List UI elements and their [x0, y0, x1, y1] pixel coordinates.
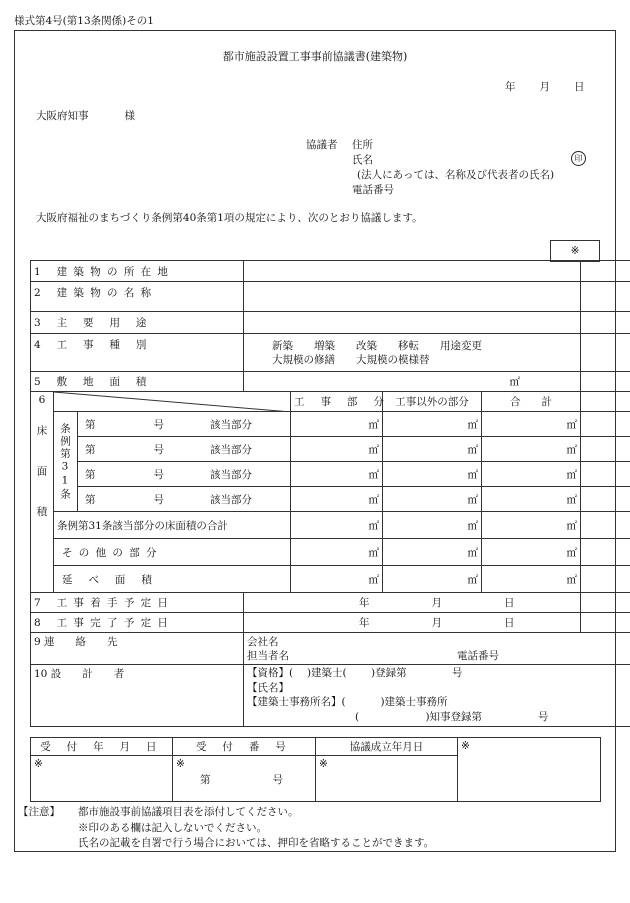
item-part: 該当部分 — [210, 468, 252, 481]
note-3: 氏名の記載を自署で行う場合においては、押印を省略することができます。 — [78, 837, 435, 849]
addressee — [36, 108, 135, 123]
jorei-label — [54, 412, 78, 512]
floor-row-item — [31, 412, 630, 437]
unit-cell: ㎡ — [383, 539, 482, 566]
applicant-label: 協議者 — [306, 139, 338, 151]
value-contact[interactable] — [244, 633, 630, 665]
designer-registration: ( )知事登録第 号 — [355, 710, 549, 723]
date-year: 年 — [505, 81, 516, 93]
unit-cell: ㎡ — [482, 437, 581, 462]
item-4 — [78, 487, 291, 512]
label-building-name: 2 建築物の名称 — [31, 282, 244, 312]
item-no: 第 — [85, 468, 96, 481]
value-main-use[interactable] — [244, 312, 581, 334]
notes-label: 【注意】 — [18, 806, 60, 818]
floor-row-item — [31, 487, 630, 512]
item-1 — [78, 412, 291, 437]
unit-cell: ㎡ — [482, 512, 581, 539]
designer-name: 【氏名】 — [247, 681, 290, 694]
designer-qualification: 【資格】( )建築士( )登録第 号 — [247, 667, 463, 679]
date-line — [505, 79, 585, 94]
unit-cell: ㎡ — [482, 412, 581, 437]
label-contact: 9 連 絡 先 — [31, 633, 244, 665]
unit-cell: ㎡ — [291, 437, 383, 462]
label-designer: 10 設 計 者 — [31, 665, 244, 727]
receipt-number-suffix: 号 — [272, 774, 283, 786]
unit-cell: ㎡ — [291, 539, 383, 566]
row-work-type — [31, 334, 630, 372]
note-floor-header — [581, 392, 630, 412]
row-building-name — [31, 282, 630, 312]
item-go: 号 — [153, 493, 164, 506]
date-day: 日 — [574, 81, 585, 93]
item-2 — [78, 437, 291, 462]
label-work-type: 4 工 事 種 別 — [31, 334, 244, 372]
note-cell — [581, 539, 630, 566]
unit-cell: ㎡ — [383, 512, 482, 539]
row-main-use — [31, 312, 630, 334]
form-number: 様式第4号(第13条関係)その1 — [14, 15, 154, 27]
unit-cell: ㎡ — [383, 437, 482, 462]
unit-cell: ㎡ — [291, 512, 383, 539]
row-end-date — [31, 613, 630, 633]
office-use-mark: ※ — [458, 738, 601, 802]
floor-row-other — [31, 539, 630, 566]
contact-person: 担当者名 — [247, 649, 290, 662]
receipt-number-prefix: 第 — [200, 774, 211, 786]
end-month: 月 — [431, 617, 443, 629]
contact-company: 会社名 — [247, 635, 279, 648]
row-designer — [31, 665, 630, 727]
note-cell — [581, 487, 630, 512]
value-building-name[interactable] — [244, 282, 581, 312]
diagonal-line — [54, 392, 291, 412]
unit-cell: ㎡ — [291, 487, 383, 512]
item-no: 第 — [85, 418, 96, 431]
unit-cell: ㎡ — [291, 566, 383, 593]
item-part: 該当部分 — [210, 443, 252, 456]
addressee-name: 大阪府知事 — [36, 110, 89, 122]
floor-row-jorei-total — [31, 512, 630, 539]
note-work-type — [581, 334, 630, 372]
note-cell — [581, 512, 630, 539]
unit-cell: ㎡ — [383, 566, 482, 593]
label-total-floor: 延 べ 面 積 — [54, 566, 291, 593]
work-type-options-2: 大規模の修繕 大規模の模様替 — [272, 353, 430, 366]
note-location — [581, 261, 630, 282]
end-day: 日 — [504, 617, 515, 629]
item-3 — [78, 462, 291, 487]
item-no: 第 — [85, 493, 96, 506]
item-part: 該当部分 — [210, 418, 252, 431]
start-day: 日 — [504, 597, 515, 609]
item-go: 号 — [153, 443, 164, 456]
note-main-use — [581, 312, 630, 334]
receipt-date-header: 受 付 年 月 日 — [31, 738, 173, 756]
col-other: 工事以外の部分 — [383, 392, 482, 412]
floor-area-vertical: 床面積 — [35, 425, 48, 547]
main-table — [30, 260, 630, 727]
label-end-date: 8 工事完了予定日 — [31, 613, 244, 633]
floor-row-total — [31, 566, 630, 593]
label-main-use: 3 主 要 用 途 — [31, 312, 244, 334]
value-start-date[interactable] — [244, 593, 581, 613]
note-start-date — [581, 593, 630, 613]
unit-cell: ㎡ — [482, 566, 581, 593]
row-site-area — [31, 372, 630, 392]
contact-phone: 電話番号 — [457, 649, 500, 662]
receipt-table — [30, 737, 601, 802]
note-cell — [581, 462, 630, 487]
note-building-name — [581, 282, 630, 312]
addressee-honorific: 様 — [124, 110, 135, 122]
item-part: 該当部分 — [210, 493, 252, 506]
unit-cell: ㎡ — [291, 462, 383, 487]
label-start-date: 7 工事着手予定日 — [31, 593, 244, 613]
col-total: 合 計 — [482, 392, 581, 412]
receipt-date-mark: ※ — [31, 756, 173, 802]
item-go: 号 — [153, 468, 164, 481]
floor-row-item — [31, 462, 630, 487]
designer-office: 【建築士事務所名】( )建築士事務所 — [247, 696, 448, 708]
receipt-number-mark: ※ — [176, 758, 185, 770]
note-cell — [581, 412, 630, 437]
value-end-date[interactable] — [244, 613, 581, 633]
date-month: 月 — [539, 81, 550, 93]
unit-cell: ㎡ — [482, 462, 581, 487]
unit-cell: ㎡ — [383, 412, 482, 437]
applicant-address: 住所 — [352, 139, 373, 151]
note-2: ※印のある欄は記入しないでください。 — [78, 822, 267, 834]
agreement-date-header: 協議成立年月日 — [316, 738, 458, 756]
note-box-top — [550, 240, 600, 262]
value-work-type[interactable] — [244, 334, 581, 372]
col-work: 工 事 部 分 — [291, 392, 383, 412]
note-1: 都市施設事前協議項目表を添付してください。 — [78, 806, 299, 818]
row-location — [31, 261, 630, 282]
form-title: 都市施設設置工事事前協議書(建築物) — [222, 50, 408, 63]
mark-cell: ※ — [551, 241, 600, 262]
diagonal-header-cell — [54, 392, 291, 412]
agreement-date-mark: ※ — [316, 756, 458, 802]
unit-cell: ㎡ — [482, 539, 581, 566]
work-type-options-1: 新築 増築 改築 移転 用途変更 — [272, 339, 483, 352]
label-site-area: 5 敷 地 面 積 — [31, 372, 244, 392]
applicant-note: (法人にあっては、名称及び代表者の氏名) — [357, 169, 555, 181]
unit-cell: ㎡ — [383, 487, 482, 512]
note-end-date — [581, 613, 630, 633]
seal-mark — [571, 151, 586, 166]
floor-row-item — [31, 437, 630, 462]
start-year: 年 — [359, 597, 370, 609]
row-start-date — [31, 593, 630, 613]
applicant-name: 氏名 — [352, 154, 373, 166]
receipt-number-cell — [173, 756, 316, 802]
jorei-vertical: 条例第31条 — [59, 422, 71, 501]
site-area-unit: ㎡ — [244, 372, 581, 392]
value-designer[interactable] — [244, 665, 630, 727]
item-go: 号 — [153, 418, 164, 431]
start-month: 月 — [431, 597, 443, 609]
applicant-phone: 電話番号 — [352, 184, 394, 196]
label-other-part: その他の部分 — [54, 539, 291, 566]
floor-area-label — [31, 392, 54, 593]
label-location: 1 建築物の所在地 — [31, 261, 244, 282]
note-site-area — [581, 372, 630, 392]
seal-icon: 印 — [571, 151, 586, 166]
floor-area-number: 6 — [38, 394, 46, 406]
unit-cell: ㎡ — [383, 462, 482, 487]
unit-cell: ㎡ — [291, 412, 383, 437]
row-floor-header — [31, 392, 630, 412]
statement: 大阪府福祉のまちづくり条例第40条第1項の規定により、次のとおり協議します。 — [36, 212, 423, 224]
row-contact — [31, 633, 630, 665]
label-jorei-total: 条例第31条該当部分の床面積の合計 — [54, 512, 291, 539]
item-no: 第 — [85, 443, 96, 456]
note-cell — [581, 437, 630, 462]
receipt-number-header: 受 付 番 号 — [173, 738, 316, 756]
note-cell — [581, 566, 630, 593]
unit-cell: ㎡ — [482, 487, 581, 512]
value-location[interactable] — [244, 261, 581, 282]
end-year: 年 — [359, 617, 370, 629]
